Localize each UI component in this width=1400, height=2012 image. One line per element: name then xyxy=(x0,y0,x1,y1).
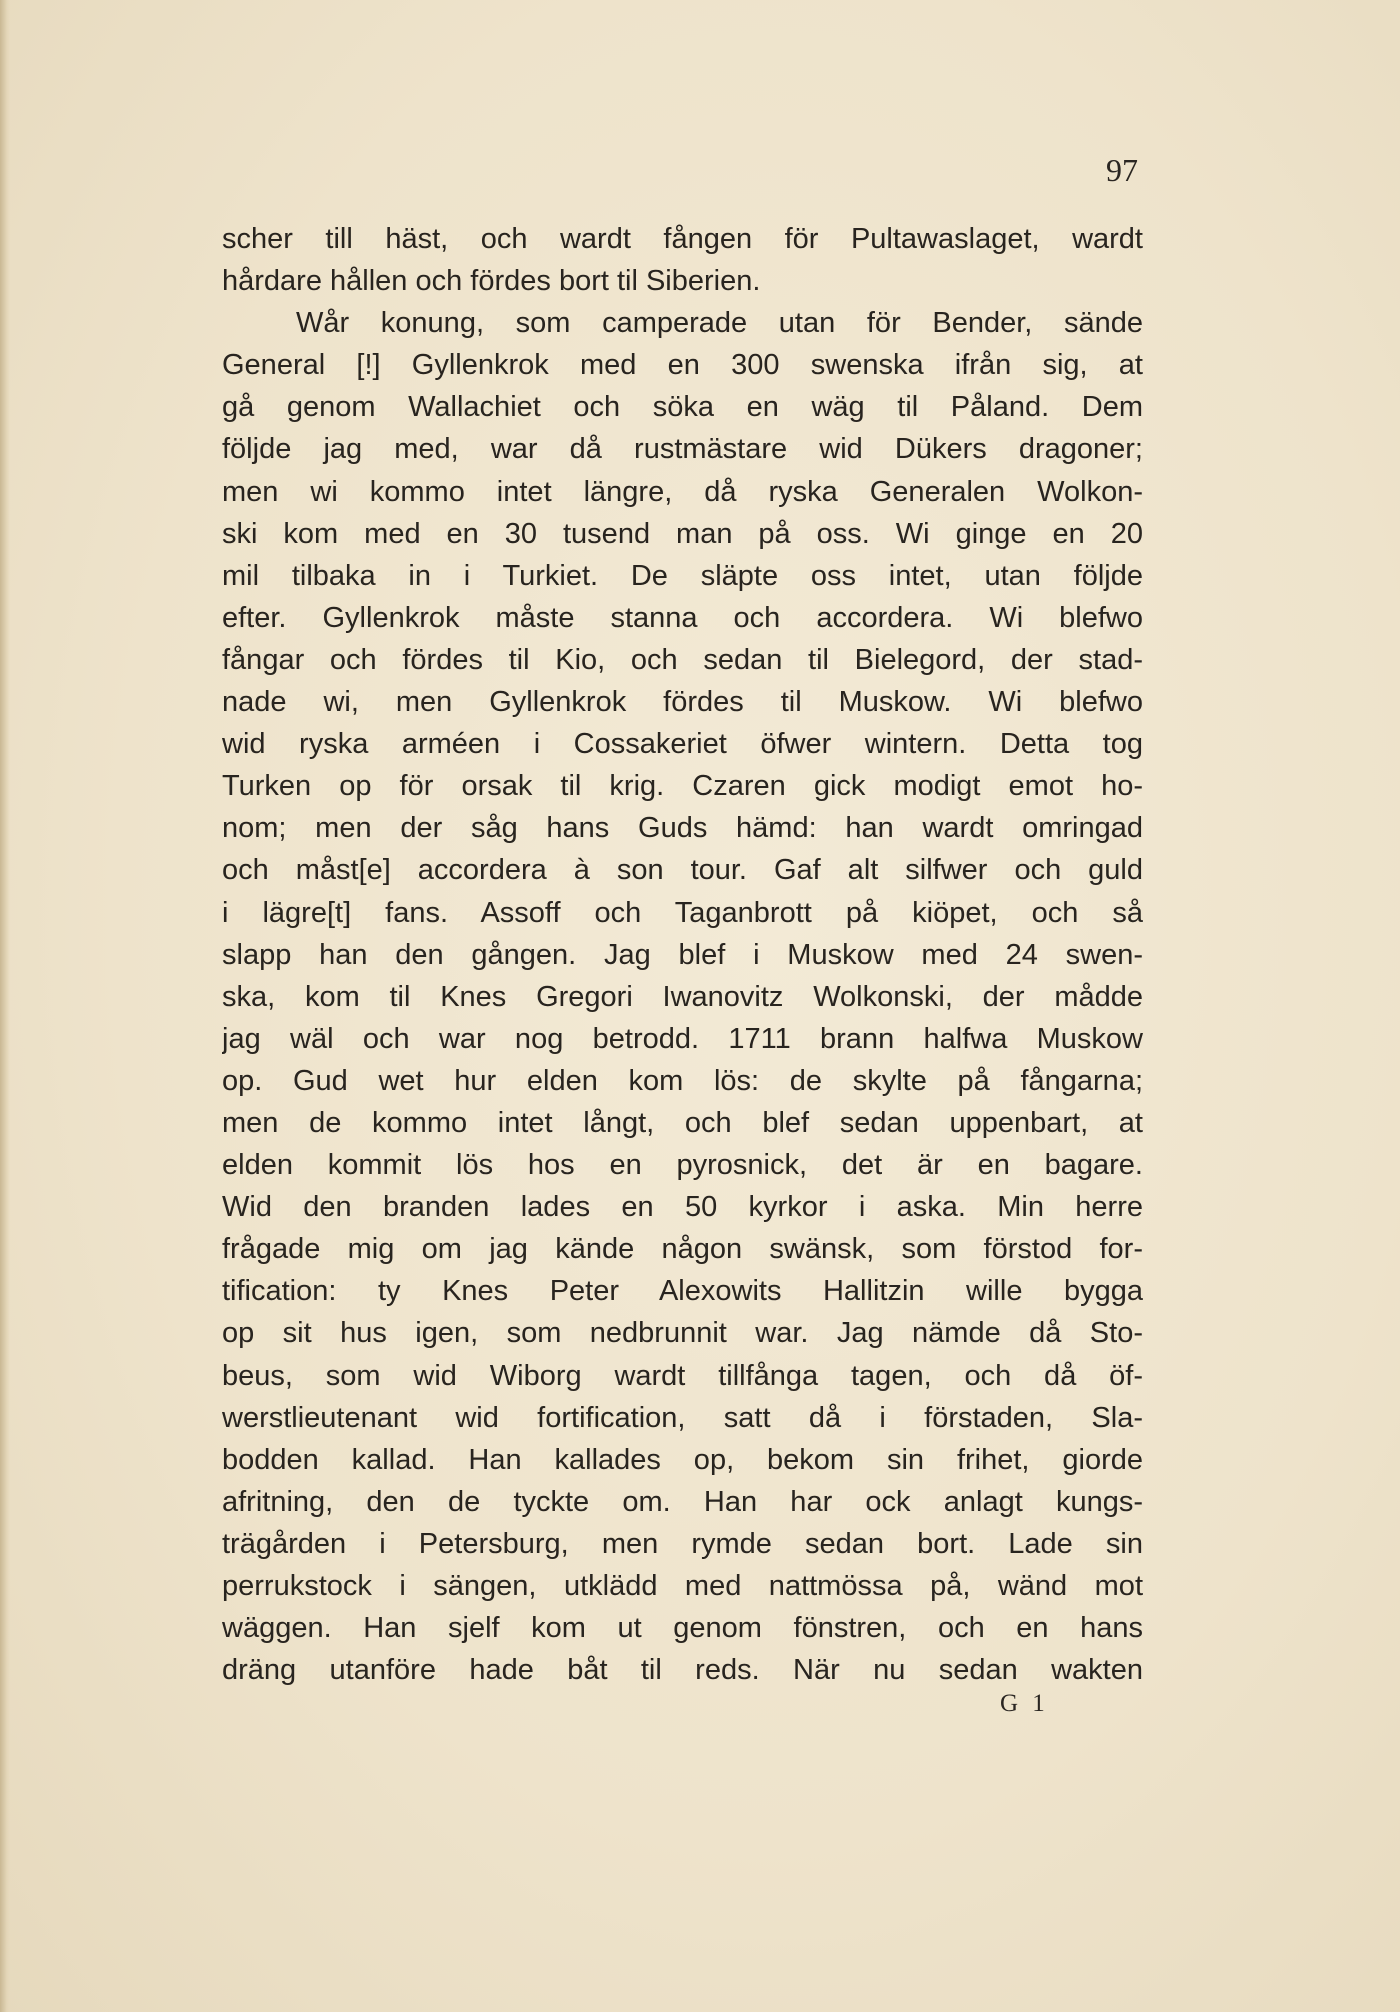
text-line: trägården i Petersburg, men rymde sedan bort. Lade sin xyxy=(222,1527,1143,1560)
text-line: op. Gud wet hur elden kom lös: de skylte på fångarna; xyxy=(222,1064,1143,1097)
signature-mark: G 1 xyxy=(1000,1690,1049,1717)
text-line: men wi kommo intet längre, då ryska Generalen Wolkon- xyxy=(222,475,1143,508)
text-line: fångar och fördes til Kio, och sedan til Bielegord, der stad- xyxy=(222,643,1143,676)
text-line: Wår konung, som camperade utan för Bender, sände xyxy=(296,307,1143,340)
text-line: hårdare hållen och fördes bort til Siberien. xyxy=(222,265,761,298)
text-line: bodden kallad. Han kallades op, bekom sin frihet, giorde xyxy=(222,1443,1143,1476)
text-line: jag wäl och war nog betrodd. 1711 brann halfwa Muskow xyxy=(222,1022,1143,1055)
page-gutter-edge xyxy=(0,0,10,2012)
text-line: beus, som wid Wiborg wardt tillfånga tagen, och då öf- xyxy=(222,1359,1143,1392)
text-line: perrukstock i sängen, utklädd med nattmössa på, wänd mot xyxy=(222,1570,1143,1602)
text-line: ski kom med en 30 tusend man på oss. Wi ginge en 20 xyxy=(222,517,1143,550)
text-line: op sit hus igen, som nedbrunnit war. Jag nämde då Sto- xyxy=(222,1317,1143,1350)
text-line: scher till häst, och wardt fången för Pultawaslaget, wardt xyxy=(222,223,1143,255)
text-line: och måst[e] accordera à son tour. Gaf alt silfwer och guld xyxy=(222,854,1143,887)
text-line: Turken op för orsak til krig. Czaren gick modigt emot ho- xyxy=(222,770,1143,803)
text-line: men de kommo intet långt, och blef sedan uppenbart, at xyxy=(222,1106,1143,1139)
text-line: afritning, den de tyckte om. Han har ock anlagt kungs- xyxy=(222,1485,1143,1518)
text-line: slapp han den gången. Jag blef i Muskow med 24 swen- xyxy=(222,938,1143,971)
text-line: i lägre[t] fans. Assoff och Taganbrott på kiöpet, och så xyxy=(222,896,1143,929)
text-line: gå genom Wallachiet och söka en wäg til Påland. Dem xyxy=(222,391,1143,424)
text-line: wid ryska arméen i Cossakeriet öfwer wintern. Detta tog xyxy=(222,728,1143,761)
text-line: werstlieutenant wid fortification, satt då i förstaden, Sla- xyxy=(222,1401,1143,1434)
text-line: mil tilbaka in i Turkiet. De släpte oss intet, utan följde xyxy=(222,559,1143,592)
text-line: följde jag med, war då rustmästare wid Dükers dragoner; xyxy=(222,433,1143,466)
body-text xyxy=(222,218,1143,1691)
text-line: efter. Gyllenkrok måste stanna och accordera. Wi blefwo xyxy=(222,601,1143,634)
text-line: Wid den branden lades en 50 kyrkor i aska. Min herre xyxy=(222,1191,1143,1224)
text-line: ska, kom til Knes Gregori Iwanovitz Wolkonski, der mådde xyxy=(222,980,1143,1013)
page-number: 97 xyxy=(1106,152,1138,188)
text-line: dräng utanföre hade båt til reds. När nu sedan wakten xyxy=(222,1654,1143,1687)
text-line: tification: ty Knes Peter Alexowits Hallitzin wille bygga xyxy=(222,1275,1143,1308)
text-line: General [!] Gyllenkrok med en 300 swenska ifrån sig, at xyxy=(222,349,1143,382)
text-line: nom; men der såg hans Guds hämd: han wardt omringad xyxy=(222,812,1143,845)
text-line: elden kommit lös hos en pyrosnick, det är en bagare. xyxy=(222,1149,1143,1182)
text-line: nade wi, men Gyllenkrok fördes til Muskow. Wi blefwo xyxy=(222,686,1143,719)
text-line: frågade mig om jag kände någon swänsk, som förstod for- xyxy=(222,1233,1143,1266)
text-line: wäggen. Han sjelf kom ut genom fönstren, och en hans xyxy=(222,1612,1143,1645)
